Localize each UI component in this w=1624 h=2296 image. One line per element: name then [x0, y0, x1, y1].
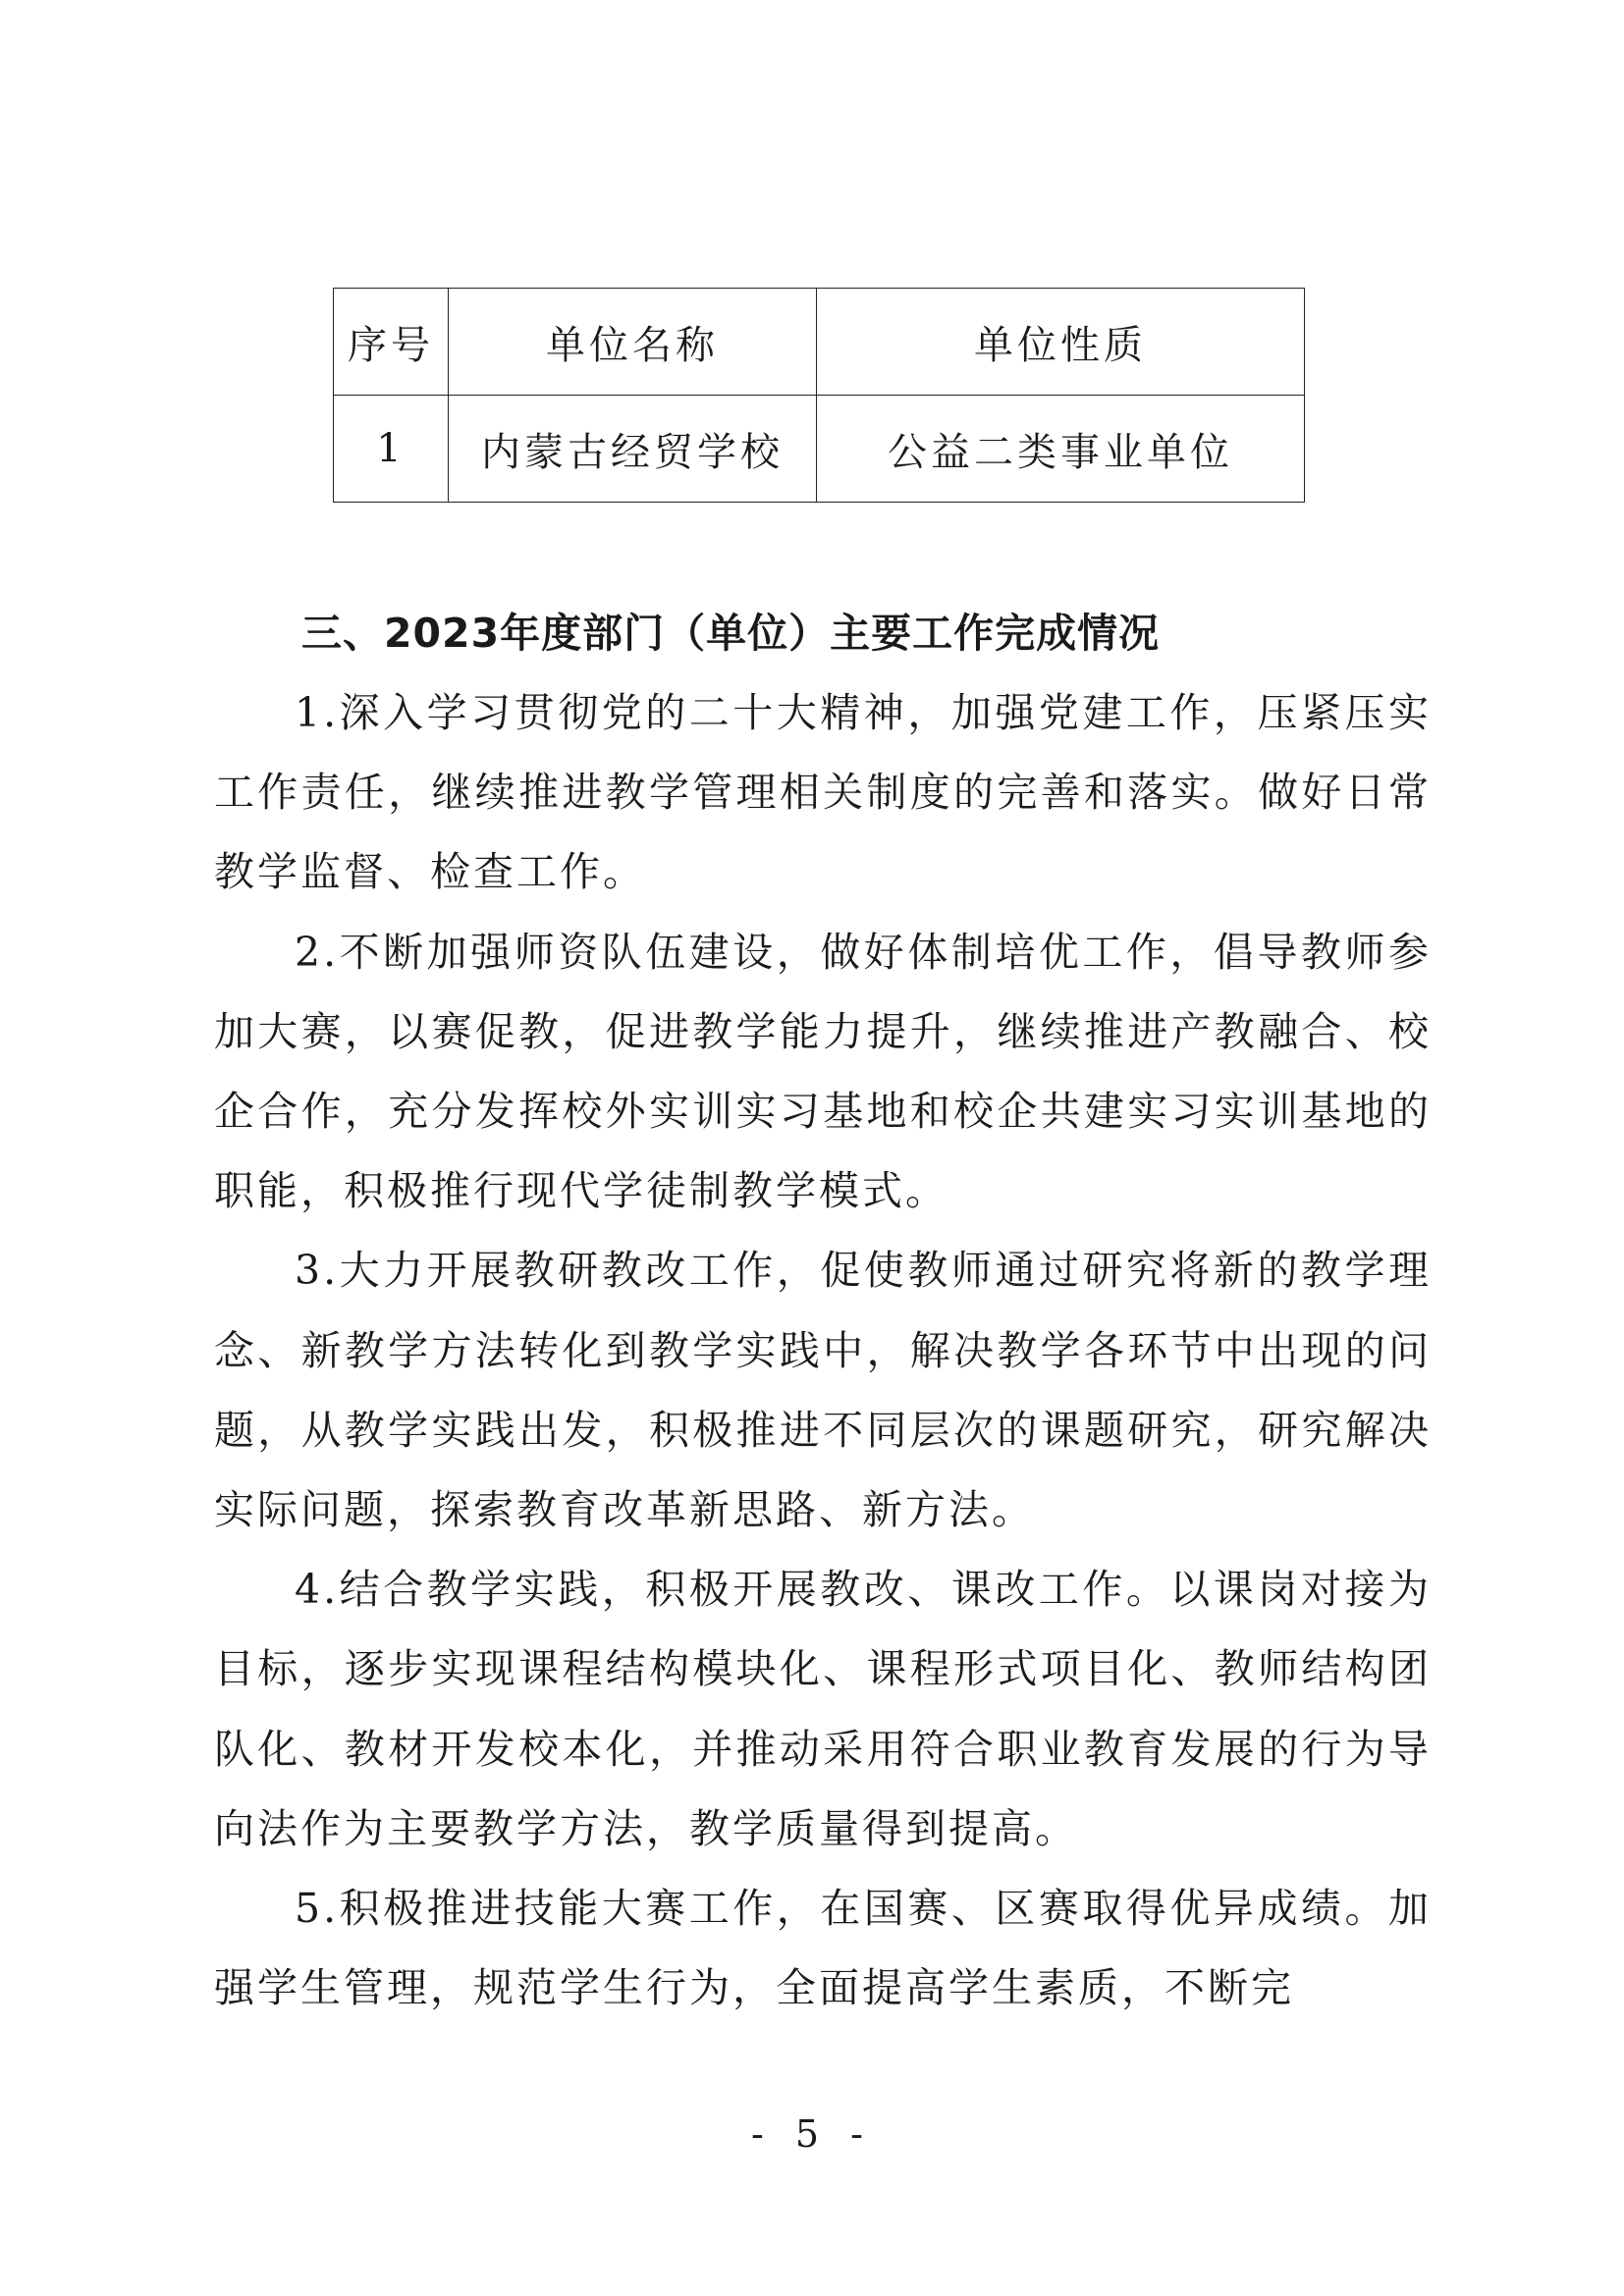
table-cell: 公益二类事业单位	[817, 396, 1305, 503]
table-header-cell: 单位名称	[449, 289, 817, 396]
table-cell: 内蒙古经贸学校	[449, 396, 817, 503]
paragraph: 5.积极推进技能大赛工作，在国赛、区赛取得优异成绩。加强学生管理，规范学生行为，全面提高学生素质，不断完	[214, 1885, 1432, 2012]
table-cell: 1	[334, 396, 449, 503]
paragraph: 1.深入学习贯彻党的二十大精神，加强党建工作，压紧压实工作责任，继续推进教学管理相关制度的完善和落实。做好日常教学监督、检查工作。	[214, 689, 1432, 896]
table-header-cell: 单位性质	[817, 289, 1305, 396]
table-row	[334, 396, 1305, 503]
unit-table	[333, 288, 1305, 503]
section-heading: 三、2023年度部门（单位）主要工作完成情况	[301, 610, 1161, 657]
paragraph: 3.大力开展教研教改工作，促使教师通过研究将新的教学理念、新教学方法转化到教学实践中，解决教学各环节中出现的问题，从教学实践出发，积极推进不同层次的课题研究，研究解决实际问题，探索教育改革新思路、新方法。	[214, 1247, 1432, 1534]
table-header-row	[334, 289, 1305, 396]
page-number: - 5 -	[750, 2112, 873, 2156]
paragraph: 4.结合教学实践，积极开展教改、课改工作。以课岗对接为目标，逐步实现课程结构模块化、课程形式项目化、教师结构团队化、教材开发校本化，并推动采用符合职业教育发展的行为导向法作为主要教学方法，教学质量得到提高。	[214, 1566, 1432, 1852]
table-header-cell: 序号	[334, 289, 449, 396]
paragraph: 2.不断加强师资队伍建设，做好体制培优工作，倡导教师参加大赛，以赛促教，促进教学能力提升，继续推进产教融合、校企合作，充分发挥校外实训实习基地和校企共建实习实训基地的职能，积极推行现代学徒制教学模式。	[214, 928, 1432, 1215]
body-text	[214, 673, 1432, 2028]
